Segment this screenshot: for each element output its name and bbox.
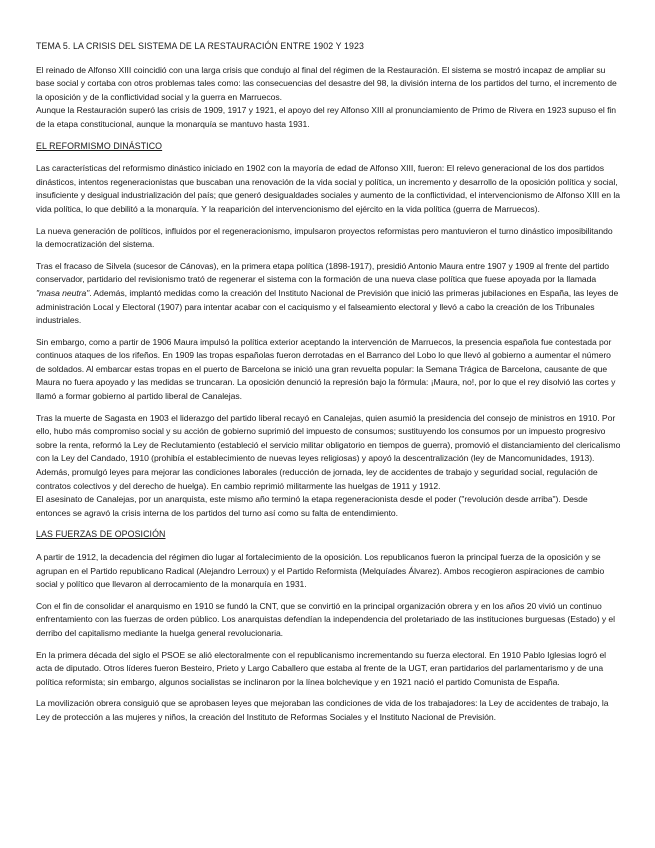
- text-run: El reinado de Alfonso XIII coincidió con una larga crisis que condujo al final del régimen de la Restauración. El sistema se mostró incapaz de ampliar su base social y cortaba con otros problemas tales como: las consecuencias del desastre del 98, la división interna de los partidos del turno, el incremento de la oposición y de la conflictividad social y la guerra en Marruecos.: [36, 64, 617, 102]
- paragraph: [36, 162, 621, 216]
- paragraph: [36, 412, 621, 494]
- text-run: A partir de 1912, la decadencia del régimen dio lugar al fortalecimiento de la oposición. Los republicanos fueron la principal fuerza de la oposición y se agrupan en el Partido republicano Radical (Alejandro Lerroux) y el Partido Reformista (Melquíades Álvarez). Ambos recogieron aspiraciones de cambio social y político que llevaron al derrocamiento de la monarquía en 1931.: [36, 552, 605, 590]
- section-heading: LAS FUERZAS DE OPOSICIÓN: [36, 529, 166, 540]
- text-run: . Además, implantó medidas como la creación del Instituto Nacional de Previsión que inició las primeras jubilaciones en España, las leyes de administración Local y Electoral (1907) para intentar acabar con el caciquismo y el falseamiento electoral y llevó a cabo la creación de los Tribunales industriales.: [36, 287, 619, 326]
- text-run: Tras la muerte de Sagasta en 1903 el liderazgo del partido liberal recayó en Canalejas, quien asumió la presidencia del consejo de ministros en 1910. Por ello, hubo más compromiso social y su acción de gobierno suprimió del impuesto de consumos; sustituyendo los consumos por un impuesto progresivo sobre la renta, reformó la Ley de Reclutamiento (estableció el servicio militar obligatorio en tiempos de guerra), promovió el distanciamiento del clericalismo con la Ley del Candado, 1910 (prohibía el establecimiento de nuevas leyes religiosas) y apoyó la descentralización (ley de Mancomunidades, 1913). Además, promulgó leyes para mejorar las condiciones laborales (reducción de jornada, ley de accidentes de trabajo y seguridad social, regulación de contratos colectivos y del derecho de huelga). En cambio reprimió militarmente las huelgas de 1911 y 1912.: [36, 412, 621, 491]
- text-run: En la primera década del siglo el PSOE se alió electoralmente con el republicanismo incrementando su fuerza electoral. En 1910 Pablo Iglesias logró el acta de diputado. Otros líderes fueron Besteiro, Prieto y Largo Caballero que estaba al frente de la UGT, eran partidarios del parlamentarismo y de una política reformista; sin embargo, algunos socialistas se inclinaron por la línea bolchevique y en 1921 nació el partido Comunista de España.: [36, 649, 607, 687]
- text-run: Aunque la Restauración superó las crisis de 1909, 1917 y 1921, el apoyo del rey Alfonso XIII al pronunciamiento de Primo de Rivera en 1923 supuso el fin de la etapa constitucional, aunque la monarquía se mantuvo hasta 1931.: [36, 105, 617, 129]
- text-run: Tras el fracaso de Silvela (sucesor de Cánovas), en la primera etapa política (1898-1917), presidió Antonio Maura entre 1907 y 1909 al frente del partido conservador, partidario del revisionismo trató de regenerar el sistema con la formación de una nueva clase política que fuese apoyada por la llamada: [36, 260, 609, 285]
- paragraph: [36, 104, 621, 131]
- paragraph: [36, 600, 621, 641]
- paragraph: [36, 260, 621, 328]
- document-title: TEMA 5. LA CRISIS DEL SISTEMA DE LA RESTAURACIÓN ENTRE 1902 Y 1923: [36, 41, 364, 51]
- paragraph: [36, 493, 621, 520]
- paragraph: [36, 64, 621, 105]
- text-run: Las características del reformismo dinástico iniciado en 1902 con la mayoría de edad de Alfonso XIII, fueron: El relevo generacional de los dos partidos dinásticos, intentos regeneracionistas que buscaban una renovación de la vida social y política, un incremento y desarrollo de la oposición política y social, insuficiente y desigual industrialización del país; que generó desigualdades sociales y aumento de la conflictividad, el intervencionismo de Alfonso XIII en la vida política, lo que debilitó a la monarquía. Y la reaparición del intervencionismo del ejército en la vida política (guerra de Marruecos).: [36, 163, 620, 214]
- document-body: [36, 64, 621, 725]
- paragraph: [36, 649, 621, 690]
- text-run: La nueva generación de políticos, influidos por el regeneracionismo, impulsaron proyectos reformistas pero mantuvieron el turno dinástico imposibilitando la democratización del sistema.: [36, 225, 613, 250]
- paragraph: [36, 697, 621, 724]
- italic-text: "masa neutra": [36, 287, 90, 298]
- paragraph: [36, 551, 621, 592]
- text-run: El asesinato de Canalejas, por un anarquista, este mismo año terminó la etapa regeneracionista desde el poder ("revolución desde arriba"). Desde entonces se agravó la crisis interna de los partidos del turno así como su falta de entendimiento.: [36, 494, 588, 518]
- text-run: La movilización obrera consiguió que se aprobasen leyes que mejoraban las condiciones de vida de los trabajadores: la Ley de accidentes de trabajo, la Ley de protección a las mujeres y niños, la creación del Instituto de Reformas Sociales y el Instituto Nacional de Previsión.: [36, 698, 609, 722]
- section-heading: EL REFORMISMO DINÁSTICO: [36, 140, 163, 151]
- paragraph: [36, 225, 621, 252]
- paragraph: [36, 336, 621, 404]
- text-run: Sin embargo, como a partir de 1906 Maura impulsó la política exterior aceptando la intervención de Marruecos, la presencia española fue contestada por continuos ataques de los rifeños. En 1909 las tropas españolas fueron derrotadas en el Barranco del Lobo lo que llevó al gobierno a aumentar el número de soldados. Al embarcar estas tropas en el puerto de Barcelona se inició una gran revuelta popular: la Semana Trágica de Barcelona, causante de que Maura no fuera apoyado y las medidas se truncaran. La oposición denunció la represión bajo la fórmula: ¡Maura, no!, por lo que el rey disolvió las cortes y llamó a formar gobierno al partido liberal de Canalejas.: [36, 336, 616, 402]
- text-run: Con el fin de consolidar el anarquismo en 1910 se fundó la CNT, que se convirtió en la principal organización obrera y en los años 20 vivió un continuo enfrentamiento con las fuerzas de orden público. Los anarquistas defendían la independencia del proletariado de las instituciones burguesas (Estado) y el derribo del capitalismo mediante la huelga general revolucionaria.: [36, 600, 616, 638]
